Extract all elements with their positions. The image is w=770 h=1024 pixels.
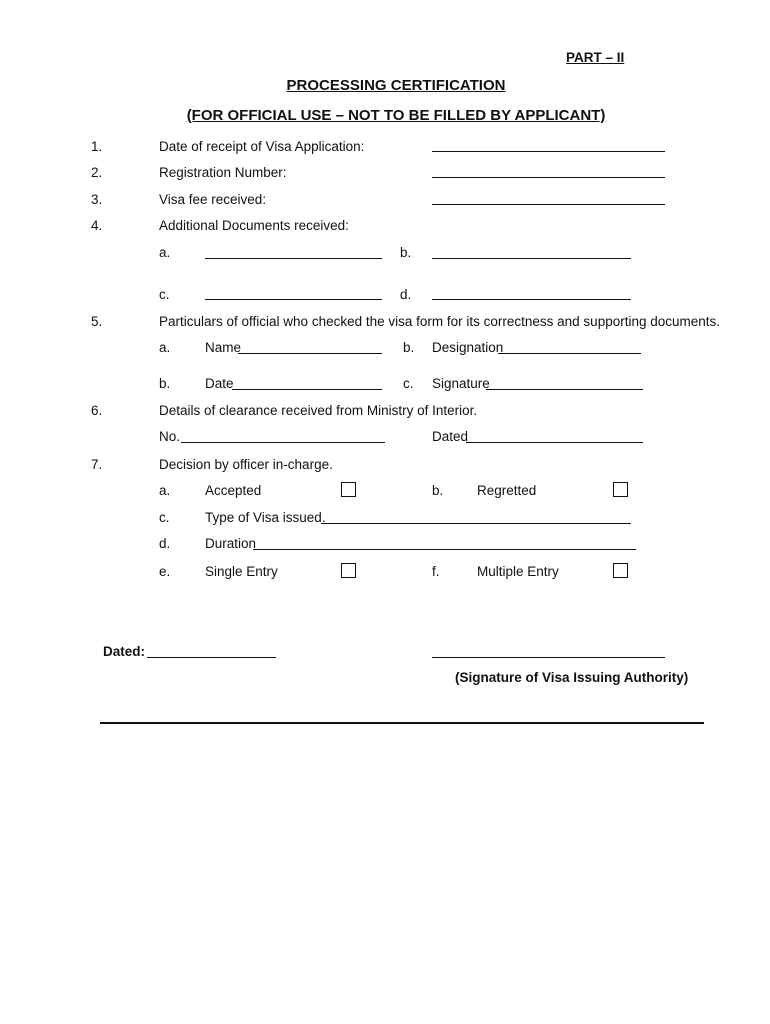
single-entry-label: Single Entry	[205, 564, 278, 579]
accepted-label: Accepted	[205, 483, 262, 498]
item-number-6: 6.	[91, 403, 103, 418]
dated-label: Dated	[432, 429, 469, 444]
item-number-3: 3.	[91, 192, 103, 207]
signature-caption: (Signature of Visa Issuing Authority)	[455, 670, 689, 685]
footer-date-field[interactable]	[147, 657, 276, 658]
authority-signature-field[interactable]	[432, 657, 665, 658]
additional-document-c-field[interactable]	[205, 299, 382, 300]
multiple-entry-checkbox[interactable]	[613, 563, 628, 578]
item-number-2: 2.	[91, 165, 103, 180]
multiple-entry-label: Multiple Entry	[477, 564, 559, 579]
visa-fee-field[interactable]	[432, 204, 665, 205]
additional-document-b-field[interactable]	[432, 258, 631, 259]
form-title: PROCESSING CERTIFICATION	[286, 77, 506, 94]
additional-document-a-field[interactable]	[205, 258, 382, 259]
clearance-date-field[interactable]	[466, 442, 643, 443]
visa-application-date-field[interactable]	[432, 151, 665, 152]
item-label-registration-number: Registration Number:	[159, 165, 287, 180]
item-number-4: 4.	[91, 218, 103, 233]
date-label: Date	[205, 376, 234, 391]
duration-field[interactable]	[253, 549, 636, 550]
duration-label: Duration	[205, 536, 257, 551]
sub-label-f: f.	[432, 564, 440, 579]
sub-label-a: a.	[159, 340, 171, 355]
single-entry-checkbox[interactable]	[341, 563, 356, 578]
type-of-visa-label: Type of Visa issued.	[205, 510, 326, 525]
sub-label-b: b.	[403, 340, 415, 355]
official-designation-field[interactable]	[498, 353, 641, 354]
bottom-divider	[100, 722, 704, 724]
signature-label: Signature	[432, 376, 490, 391]
sub-label-e: e.	[159, 564, 171, 579]
item-label-checking-official: Particulars of official who checked the visa form for its correctness and supporting documents.	[159, 314, 721, 329]
sub-label-c: c.	[159, 287, 170, 302]
sub-label-b: b.	[432, 483, 444, 498]
official-signature-field[interactable]	[486, 389, 643, 390]
item-number-1: 1.	[91, 139, 103, 154]
item-label-ministry-clearance: Details of clearance received from Ministry of Interior.	[159, 403, 478, 418]
sub-label-b: b.	[400, 245, 412, 260]
sub-label-c: c.	[159, 510, 170, 525]
sub-label-c: c.	[403, 376, 414, 391]
official-date-field[interactable]	[232, 389, 382, 390]
registration-number-field[interactable]	[432, 177, 665, 178]
item-label-officer-decision: Decision by officer in-charge.	[159, 457, 333, 472]
item-label-visa-application-date: Date of receipt of Visa Application:	[159, 139, 365, 154]
item-label-visa-fee: Visa fee received:	[159, 192, 267, 207]
regretted-label: Regretted	[477, 483, 537, 498]
sub-label-d: d.	[159, 536, 171, 551]
no-label: No.	[159, 429, 181, 444]
type-of-visa-field[interactable]	[321, 523, 631, 524]
accepted-checkbox[interactable]	[341, 482, 356, 497]
sub-label-d: d.	[400, 287, 412, 302]
name-label: Name	[205, 340, 242, 355]
footer-dated-label: Dated:	[103, 644, 146, 659]
additional-document-d-field[interactable]	[432, 299, 631, 300]
item-number-5: 5.	[91, 314, 103, 329]
item-label-additional-documents: Additional Documents received:	[159, 218, 349, 233]
sub-label-a: a.	[159, 483, 171, 498]
item-number-7: 7.	[91, 457, 103, 472]
official-name-field[interactable]	[238, 353, 382, 354]
part-label: PART – II	[566, 50, 625, 65]
clearance-number-field[interactable]	[181, 442, 385, 443]
sub-label-a: a.	[159, 245, 171, 260]
form-subtitle: (FOR OFFICIAL USE – NOT TO BE FILLED BY APPLICANT)	[186, 107, 606, 124]
designation-label: Designation	[432, 340, 504, 355]
regretted-checkbox[interactable]	[613, 482, 628, 497]
sub-label-b: b.	[159, 376, 171, 391]
